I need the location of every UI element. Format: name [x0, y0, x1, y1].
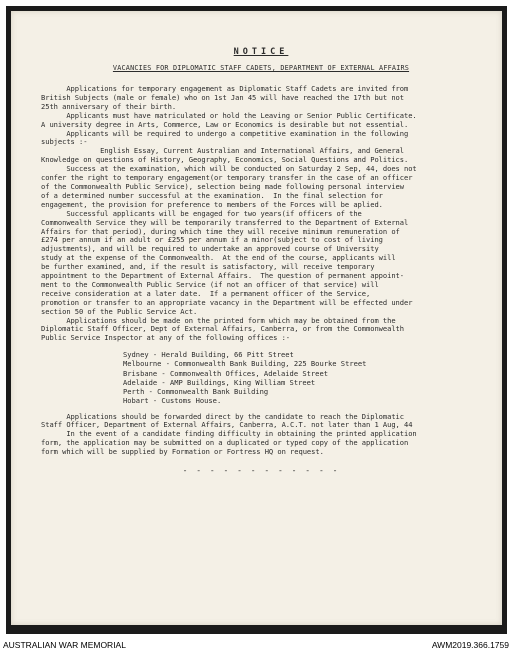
- office-list: [123, 350, 481, 405]
- office-item: Perth - Commonwealth Bank Building: [123, 387, 269, 397]
- office-item: Sydney - Herald Building, 66 Pitt Street: [123, 350, 294, 360]
- accession-number: AWM2019.366.1759: [431, 640, 509, 650]
- closing-paragraph: Applications should be forwarded direct by the candidate to reach the Diplomatic Staff Officer, Department of External Affairs, Canberra, A.C.T. not later than 1 Aug, 44 In the event of a candidate finding difficulty in obtaining the printed application form, the application may be submitted on a duplicated or typed copy of the application form which will be supplied by Formation or Fortress HQ on request.: [41, 411, 417, 457]
- office-item: Hobart - Customs House.: [123, 396, 222, 406]
- document-page: [11, 11, 502, 625]
- document-body: [41, 47, 481, 475]
- body-paragraph: Applications for temporary engagement as Diplomatic Staff Cadets are invited from British Subjects (male or female) who on 1st Jan 45 will have reached the 17th but not 25th anniversary of their birth. Applicants must have matriculated or hold the Leaving or Senior Public Certificate. A university degree in Arts, Commerce, Law or Economics is desirable but not essential. Applicants will be required to undergo a competitive examination in the following subjects :- English Essay, Current Australian and International Affairs, and General Knowledge on questions of History, Geography, Economics, Social Questions and Politics. Success at the examination, which will be conducted on Saturday 2 Sep, 44, does not confer the right to temporary engagement(or temporary transfer in the case of an officer of the Commonwealth Public Service), selection being made following personal interview of a determined number successful at the examination. In the final selection for engagement, the provision for preference to members of the Forces will be aplied. Successful applicants will be engaged for two years(if officers of the Commonwealth Service they will be temporarily transferred to the Department of External Affairs for that period), during which time they will receive minimum remuneration of £274 per annum if an adult or £255 per annum if a minor(subject to cost of living adjustments), and will be required to undertake an approved course of University study at the expense of the Commonwealth. At the end of the course, applicants will be further examined, and, if the result is satisfactory, will receive temporary appointment to the Department of External Affairs. The question of permanent appoint- ment to the Commonwealth Public Service (if not an officer of that service) will receive consideration at a later date. If a permanent officer of the Service, promotion or transfer to an appropriate vacancy in the Department will be effected under section 50 of the Public Service Act. Applications should be made on the printed form which may be obtained from the Diplomatic Staff Officer, Dept of External Affairs, Canberra, or from the Commonwealth Public Service Inspector at any of the following offices :-: [41, 84, 417, 343]
- archive-footer: [0, 639, 513, 653]
- office-item: Adelaide - AMP Buildings, King William Street: [123, 377, 316, 387]
- notice-subtitle: VACANCIES FOR DIPLOMATIC STAFF CADETS, DEPARTMENT OF EXTERNAL AFFAIRS: [112, 64, 410, 72]
- office-item: Brisbane - Commonwealth Offices, Adelaide Street: [123, 368, 328, 378]
- office-item: Melbourne - Commonwealth Bank Building, 225 Bourke Street: [123, 359, 367, 369]
- archive-source: AUSTRALIAN WAR MEMORIAL: [3, 640, 126, 650]
- end-dashes: - - - - - - - - - - - -: [182, 466, 340, 476]
- notice-heading: NOTICE: [233, 47, 289, 57]
